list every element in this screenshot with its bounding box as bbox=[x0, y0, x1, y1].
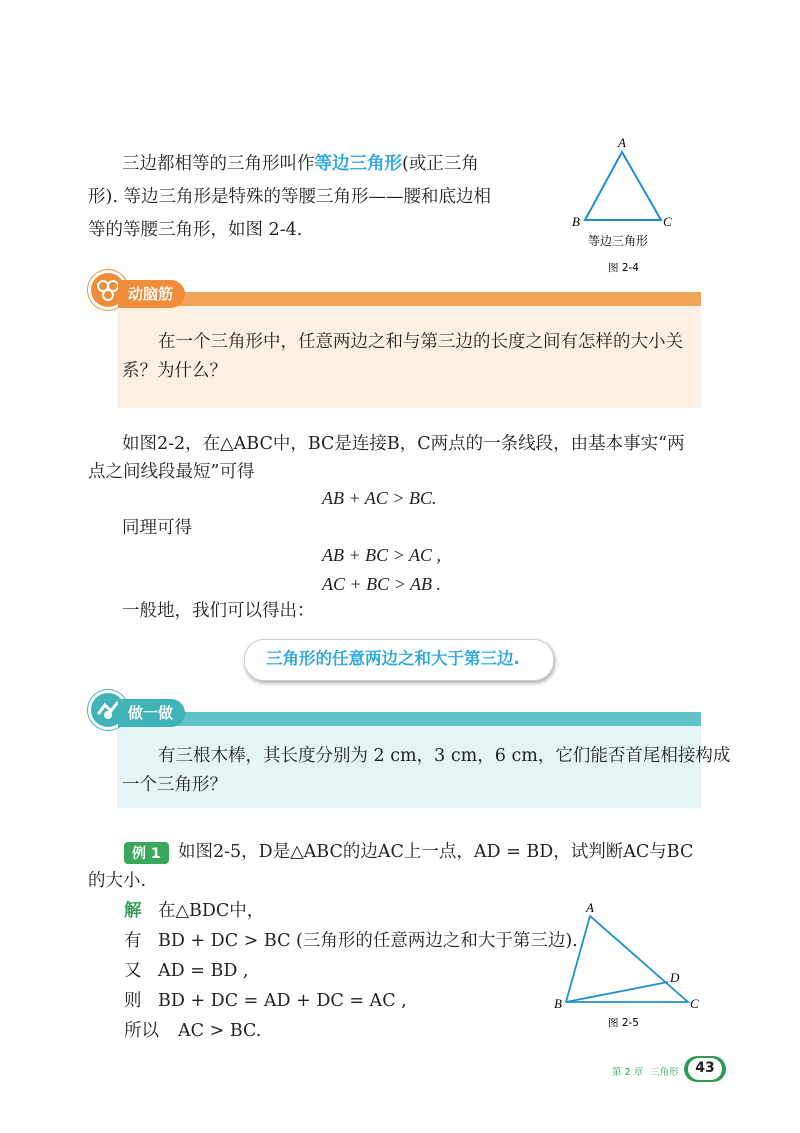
proof-line-1: 如图2-2，在△ABC中，BC是连接B，C两点的一条线段，由基本事实“两 bbox=[122, 434, 685, 454]
triangle-abc bbox=[566, 916, 688, 1002]
inequality-2: AB + BC > AC , bbox=[322, 545, 441, 565]
intro-line-3: 等的等腰三角形，如图 2-4. bbox=[88, 220, 303, 240]
vertex-a-label: A bbox=[586, 900, 594, 915]
example-badge: 例 1 bbox=[124, 842, 169, 864]
figure-label: 等边三角形 bbox=[588, 234, 649, 248]
so-line: AC > BC. bbox=[178, 1021, 262, 1041]
figure-2-4 bbox=[560, 132, 700, 282]
vertex-c-label: C bbox=[690, 996, 699, 1011]
term-equilateral: 等边三角形 bbox=[314, 154, 402, 174]
do-tag: 做一做 bbox=[118, 699, 185, 727]
vertex-c-label: C bbox=[663, 214, 672, 229]
segment-bd bbox=[566, 982, 668, 1002]
think-line-2: 系？为什么？ bbox=[122, 361, 227, 381]
do-line-1: 有三根木棒，其长度分别为 2 cm，3 cm，6 cm，它们能否首尾相接构成 bbox=[158, 746, 731, 766]
again-line: AD = BD , bbox=[158, 961, 249, 981]
example-line-2: 的大小. bbox=[88, 871, 147, 891]
then-word: 则 bbox=[124, 991, 142, 1011]
equilateral-triangle bbox=[585, 152, 661, 220]
page-number: 43 bbox=[695, 1060, 715, 1076]
figure-caption: 图 2-5 bbox=[608, 1017, 639, 1029]
solution-line-1: 在△BDC中， bbox=[158, 901, 265, 921]
so-word: 所以 bbox=[124, 1021, 159, 1041]
figure-2-5 bbox=[550, 898, 710, 1038]
same-reason-text: 同理可得 bbox=[122, 518, 192, 538]
intro-line-1 bbox=[122, 148, 479, 181]
again-word: 又 bbox=[124, 961, 142, 981]
footer-title: 三角形 bbox=[650, 1067, 679, 1078]
do-line-2: 一个三角形？ bbox=[122, 775, 227, 795]
theorem-text: 三角形的任意两边之和大于第三边. bbox=[266, 649, 520, 668]
inequality-1: AB + AC > BC. bbox=[322, 488, 437, 508]
have-line: BD + DC > BC (三角形的任意两边之和大于第三边). bbox=[158, 931, 578, 951]
then-line: BD + DC = AD + DC = AC , bbox=[158, 991, 407, 1011]
vertex-a-label: A bbox=[618, 135, 626, 150]
example-line-1: 如图2-5，D是△ABC的边AC上一点，AD = BD，试判断AC与BC bbox=[178, 842, 694, 862]
vertex-d-label: D bbox=[670, 970, 680, 985]
have-word: 有 bbox=[124, 931, 142, 951]
intro-text: 三边都相等的三角形叫作 bbox=[122, 154, 315, 174]
think-line-1: 在一个三角形中，任意两边之和与第三边的长度之间有怎样的大小关 bbox=[158, 332, 683, 352]
inequality-3: AC + BC > AB . bbox=[322, 574, 441, 594]
vertex-b-label: B bbox=[554, 996, 562, 1011]
think-tag: 动脑筋 bbox=[118, 280, 185, 308]
footer-chapter: 第 2 章 bbox=[612, 1067, 644, 1078]
think-box-bar bbox=[117, 292, 701, 306]
do-box-bar bbox=[117, 712, 701, 726]
general-text: 一般地，我们可以得出： bbox=[122, 601, 315, 621]
proof-line-2: 点之间线段最短”可得 bbox=[88, 462, 255, 482]
solution-word: 解 bbox=[124, 901, 142, 921]
figure-caption: 图 2-4 bbox=[608, 262, 639, 274]
vertex-b-label: B bbox=[572, 214, 580, 229]
intro-text-tail: (或正三角 bbox=[402, 154, 479, 174]
intro-line-2: 形). 等边三角形是特殊的等腰三角形——腰和底边相 bbox=[88, 187, 491, 207]
